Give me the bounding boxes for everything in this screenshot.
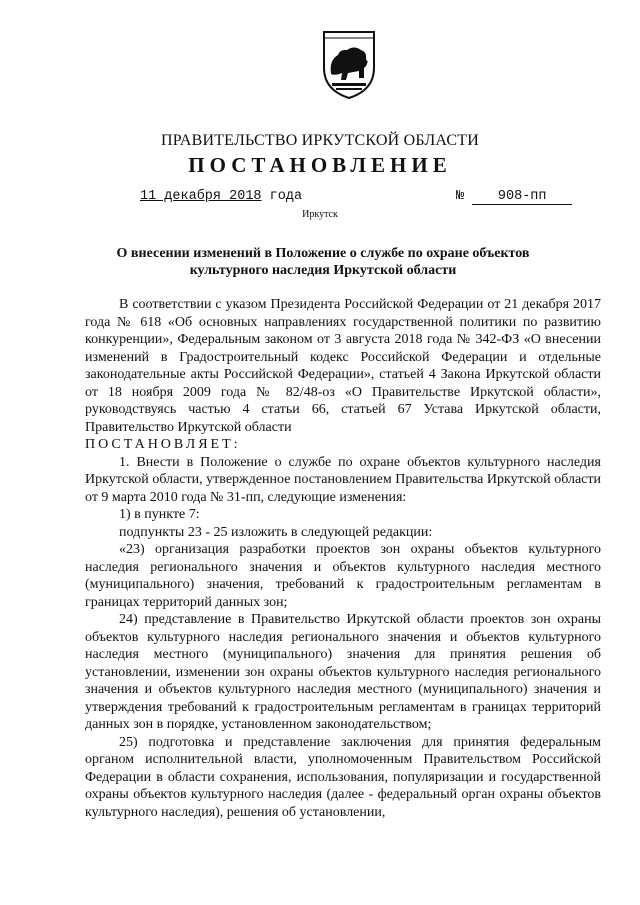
point-23-paragraph: «23) организация разработки проектов зон охраны объектов культурного наследия регионального значения и объектов культурного наследия местного (муниципального) значения, требований к градостроительным регламентам в границах территорий данных зон; <box>85 542 601 610</box>
item-1-paragraph: 1. Внести в Положение о службе по охране объектов культурного наследия Иркутской области, утвержденное постановлением Правительства Иркутской области от 9 марта 2010 года № 31-пп, следующие изменения: <box>85 454 601 505</box>
document-title <box>88 245 558 279</box>
subitem-1-text: подпункты 23 - 25 изложить в следующей редакции: <box>119 524 433 540</box>
title-line-2: культурного наследия Иркутской области <box>189 263 457 278</box>
decree-word: ПОСТАНОВЛЯЕТ: <box>85 437 241 452</box>
subitem-1-paragraph: 1) в пункте 7: <box>119 507 200 522</box>
document-date <box>140 189 302 204</box>
city-label: Иркутск <box>302 209 338 220</box>
document-date-suffix: года <box>269 189 303 204</box>
document-body <box>85 296 601 821</box>
point-25-paragraph: 25) подготовка и представление заключения для принятия федеральным органом исполнительной власти, уполномоченным Правительством Российской Федерации в области сохранения, использования, популяризации и государственной охраны объектов культурного наследия (далее - федеральный орган охраны объектов культурного наследия), решения об установлении, <box>85 734 601 820</box>
title-line-1: О внесении изменений в Положение о службе по охране объектов <box>116 246 530 261</box>
document-date-value: 11 декабря 2018 <box>140 189 262 204</box>
point-24-paragraph: 24) представление в Правительство Иркутской области проектов зон охраны объектов культурного наследия регионального значения и объектов культурного наследия местного (муниципального) значения для принятия решения об установлении, изменении зон охраны объектов культурного наследия регионального значения и объектов культурного наследия местного (муниципального) значения и утверждения требований к градостроительным регламентам в границах территорий данных зон в порядке, установленном законодательством; <box>85 612 601 732</box>
document-number <box>456 189 572 205</box>
preamble-paragraph: В соответствии с указом Президента Российской Федерации от 21 декабря 2017 года № 618 «Об основных направлениях государственной политики по развитию конкуренции», Федеральным законом от 3 августа 2018 года № 342-ФЗ «О внесении изменений в Градостроительный кодекс Российской Федерации и отдельные законодательные акты Российской Федерации», статьей 4 Закона Иркутской области от 18 ноября 2009 года № 82/48-оз «О Правительстве Иркутской области», руководствуясь частью 4 статьи 66, статьей 67 Устава Иркутской области, Правительство Иркутской области <box>85 297 601 435</box>
irkutsk-coat-of-arms-icon <box>320 28 378 100</box>
number-value: 908-пп <box>472 189 572 205</box>
document-type-heading: ПОСТАНОВЛЕНИЕ <box>188 153 452 177</box>
number-label: № <box>456 189 465 204</box>
government-name: ПРАВИТЕЛЬСТВО ИРКУТСКОЙ ОБЛАСТИ <box>161 132 479 149</box>
